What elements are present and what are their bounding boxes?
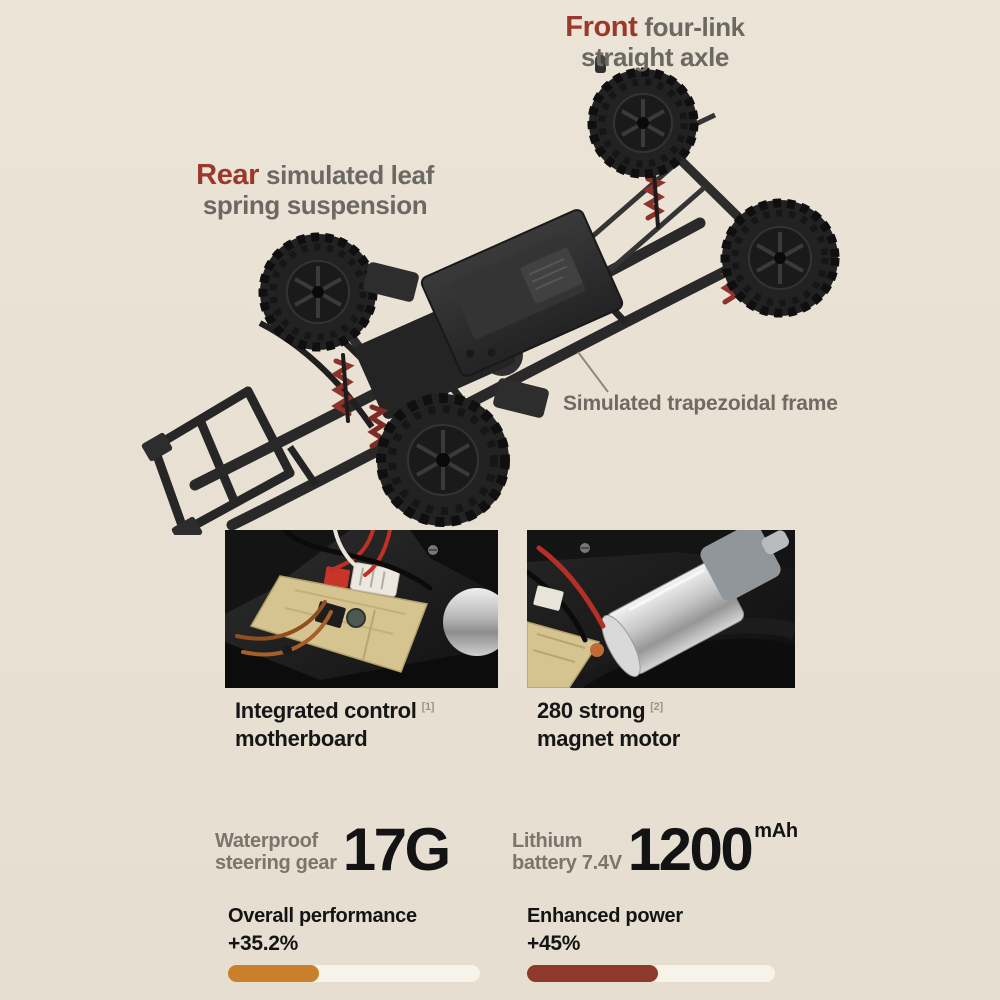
spec-battery (512, 816, 798, 883)
progress-track (228, 965, 480, 982)
metric-overall-performance (228, 905, 480, 982)
tire-bottom (377, 394, 509, 526)
callout-leader-line (578, 352, 608, 392)
spec-steering-gear (215, 816, 452, 883)
front-highlight: Front (565, 11, 638, 43)
feature-caption-motherboard: Integrated control [1] motherboard (235, 698, 435, 752)
progress-fill (527, 965, 658, 982)
spec-value: 1200 (627, 816, 752, 883)
metric-label: Overall performance (228, 905, 417, 927)
progress-track (527, 965, 775, 982)
spec-value: 17G (342, 816, 449, 883)
progress-fill (228, 965, 319, 982)
feature-caption-motor: 280 strong [2] magnet motor (537, 698, 681, 752)
rear-highlight: Rear (196, 159, 260, 191)
metric-value: +45% (527, 932, 581, 955)
spec-label: Lithium battery 7.4V (512, 830, 622, 874)
axle-mount (492, 377, 550, 419)
chassis-illustration (140, 55, 880, 535)
metric-value: +35.2% (228, 932, 299, 955)
metric-label: Enhanced power (527, 905, 683, 927)
tire-front (589, 69, 697, 177)
spec-unit: mAh (754, 820, 798, 842)
motherboard-photo (225, 530, 498, 688)
motor-photo (527, 530, 795, 688)
footnote-ref: [1] (421, 700, 435, 713)
tire-right (722, 200, 838, 316)
rear-suspension-annotation: Rear simulated leaf spring suspension (196, 159, 434, 220)
frame-callout-label: Simulated trapezoidal frame (563, 392, 838, 415)
footnote-ref: [2] (650, 700, 663, 713)
metric-enhanced-power (527, 905, 775, 982)
tire-left (260, 234, 376, 350)
spec-label: Waterproof steering gear (215, 830, 337, 874)
front-axle-annotation: Front four-link straight axle (565, 11, 745, 72)
